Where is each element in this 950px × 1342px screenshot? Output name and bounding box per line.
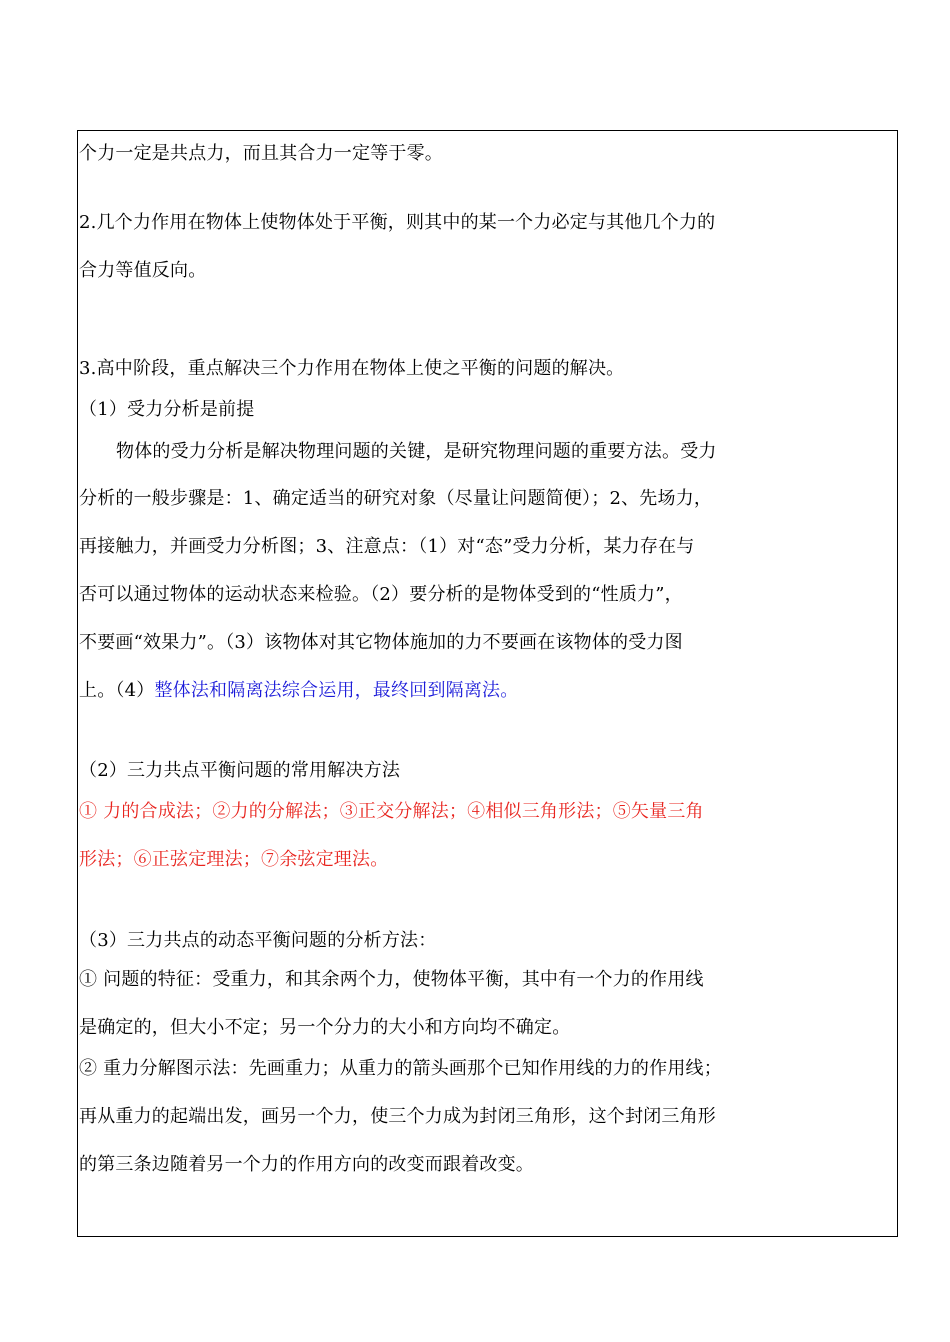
paragraph-force-analysis-line-2: 分析的一般步骤是：1、确定适当的研究对象（尽量让问题简便）；2、先场力， xyxy=(79,488,713,509)
text-line-1: 个力一定是共点力，而且其合力一定等于零。 xyxy=(79,143,443,164)
dynamic-item-1-line-1: ① 问题的特征：受重力，和其余两个力，使物体平衡，其中有一个力的作用线 xyxy=(79,969,704,990)
subheading-dynamic-balance: （3）三力共点的动态平衡问题的分析方法： xyxy=(79,930,437,951)
paragraph-force-analysis-line-1: 物体的受力分析是解决物理问题的关键，是研究物理问题的重要方法。受力 xyxy=(116,441,717,462)
dynamic-item-2-line-3: 的第三条边随着另一个力的作用方向的改变而跟着改变。 xyxy=(79,1154,534,1175)
subheading-force-analysis: （1）受力分析是前提 xyxy=(79,399,255,420)
methods-list-line-2: 形法；⑥正弦定理法；⑦余弦定理法。 xyxy=(79,849,389,870)
paragraph-force-analysis-line-3: 再接触力，并画受力分析图；3、注意点：（1）对“态”受力分析，某力存在与 xyxy=(79,536,695,557)
methods-list-line-1: ① 力的合成法；②力的分解法；③正交分解法；④相似三角形法；⑤矢量三角 xyxy=(79,801,704,822)
point-2-line-2: 合力等值反向。 xyxy=(79,260,207,281)
subheading-common-methods: （2）三力共点平衡问题的常用解决方法 xyxy=(79,760,401,781)
dynamic-item-2-line-1: ② 重力分解图示法：先画重力；从重力的箭头画那个已知作用线的力的作用线； xyxy=(79,1058,722,1079)
dynamic-item-2-line-2: 再从重力的起端出发，画另一个力，使三个力成为封闭三角形，这个封闭三角形 xyxy=(79,1106,716,1127)
paragraph-force-analysis-line-4: 否可以通过物体的运动状态来检验。（2）要分析的是物体受到的“性质力”， xyxy=(79,584,683,605)
highlight-blue-text: 整体法和隔离法综合运用，最终回到隔离法。 xyxy=(154,680,519,701)
point-2-line-1: 2.几个力作用在物体上使物体处于平衡，则其中的某一个力必定与其他几个力的 xyxy=(79,212,716,233)
paragraph-force-analysis-line-5: 不要画“效果力”。（3）该物体对其它物体施加的力不要画在该物体的受力图 xyxy=(79,632,683,653)
dynamic-item-1-line-2: 是确定的，但大小不定；另一个分力的大小和方向均不确定。 xyxy=(79,1017,571,1038)
point-3-heading: 3.高中阶段，重点解决三个力作用在物体上使之平衡的问题的解决。 xyxy=(79,358,625,379)
text-segment-black: 上。（4） xyxy=(79,680,155,701)
paragraph-force-analysis-line-6 xyxy=(79,679,518,703)
